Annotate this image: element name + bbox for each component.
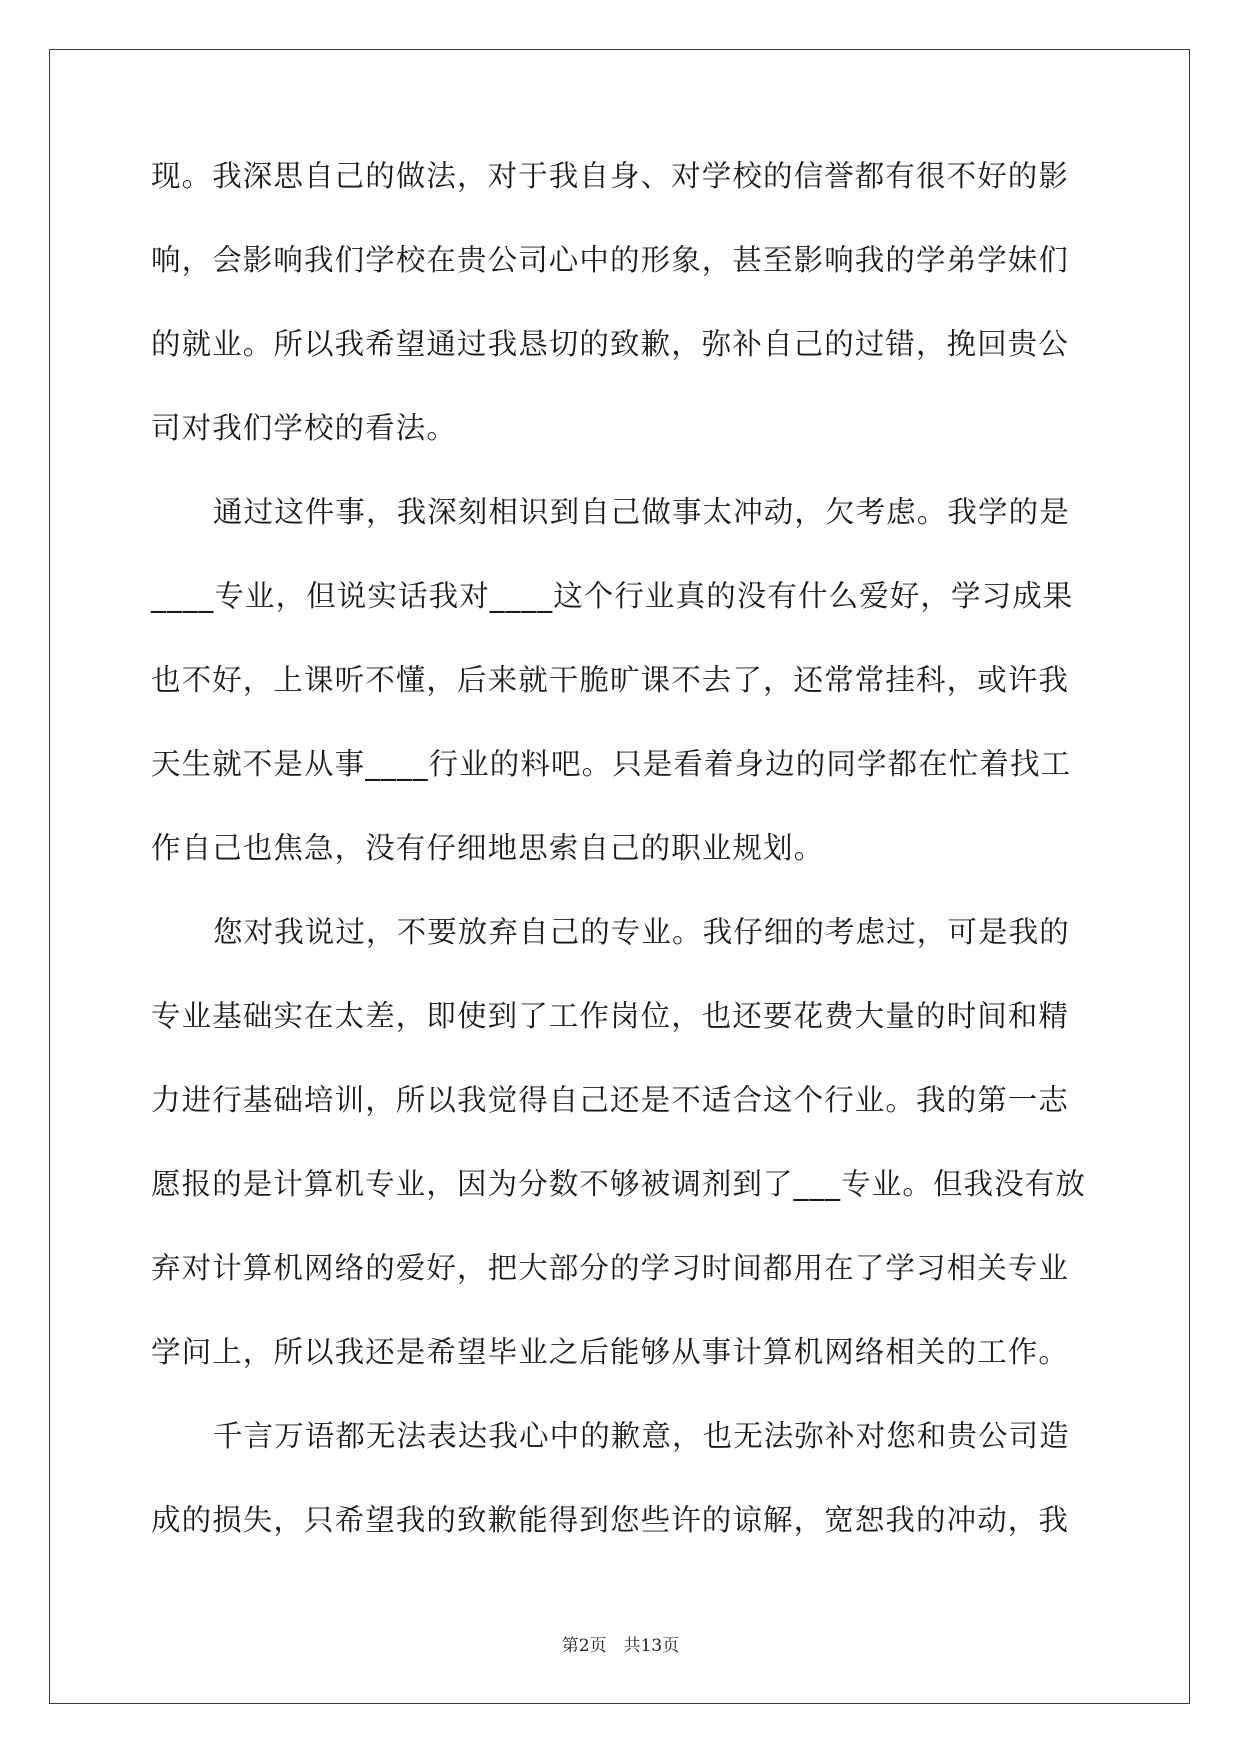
text-line: 司对我们学校的看法。 <box>151 411 458 445</box>
text-line: 现。我深思自己的做法，对于我自身、对学校的信誉都有很不好的影 <box>151 159 1070 193</box>
text-line: 成的损失，只希望我的致歉能得到您些许的谅解，宽恕我的冲动，我 <box>151 1503 1070 1537</box>
document-body <box>151 150 1091 1578</box>
text-line: 的就业。所以我希望通过我恳切的致歉，弥补自己的过错，挽回贵公 <box>151 327 1070 361</box>
text-line: 弃对计算机网络的爱好，把大部分的学习时间都用在了学习相关专业 <box>151 1251 1070 1285</box>
text-line: 也不好，上课听不懂，后来就干脆旷课不去了，还常常挂科，或许我 <box>151 663 1070 697</box>
text-line: 愿报的是计算机专业，因为分数不够被调剂到了___专业。但我没有放 <box>151 1167 1086 1201</box>
text-line: 学问上，所以我还是希望毕业之后能够从事计算机网络相关的工作。 <box>151 1335 1070 1369</box>
text-line: ____专业，但说实话我对____这个行业真的没有什么爱好，学习成果 <box>151 579 1074 613</box>
text-line: 响，会影响我们学校在贵公司心中的形象，甚至影响我的学弟学妹们 <box>151 243 1070 277</box>
paragraph-first-line: 通过这件事，我深刻相识到自己做事太冲动，欠考虑。我学的是 <box>213 495 1070 529</box>
paragraph-first-line: 您对我说过，不要放弃自己的专业。我仔细的考虑过，可是我的 <box>213 915 1070 949</box>
page-number: 第2页 共13页 <box>561 1636 680 1656</box>
text-line: 作自己也焦急，没有仔细地思索自己的职业规划。 <box>151 831 825 865</box>
text-line: 专业基础实在太差，即使到了工作岗位，也还要花费大量的时间和精 <box>151 999 1070 1033</box>
paragraph-first-line: 千言万语都无法表达我心中的歉意，也无法弥补对您和贵公司造 <box>213 1419 1070 1453</box>
text-line: 天生就不是从事____行业的料吧。只是看着身边的同学都在忙着找工 <box>151 747 1072 781</box>
text-line: 力进行基础培训，所以我觉得自己还是不适合这个行业。我的第一志 <box>151 1083 1070 1117</box>
